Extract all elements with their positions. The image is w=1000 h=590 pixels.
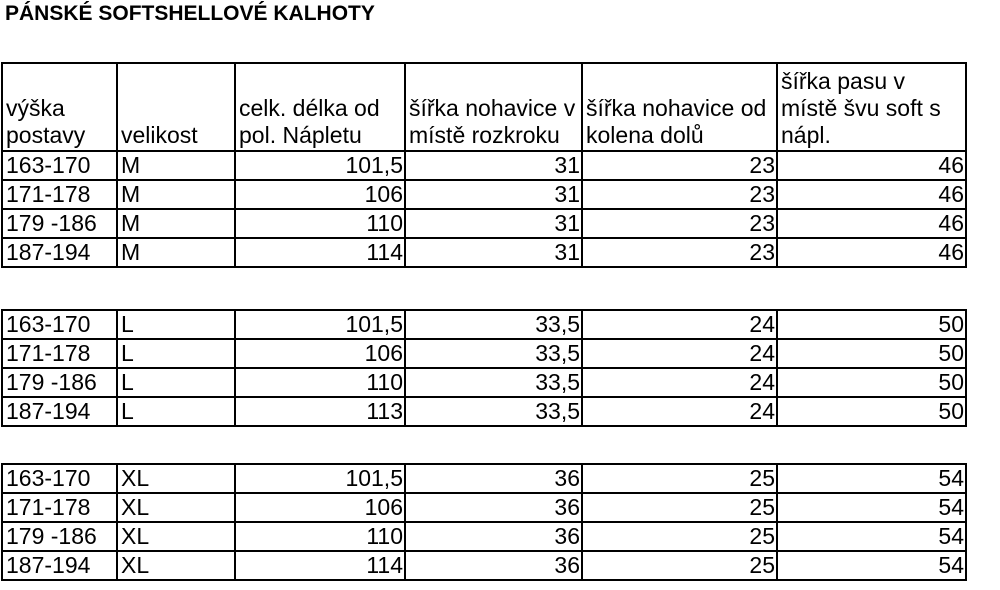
cell-leg-width-crotch: 33,5 — [405, 310, 582, 339]
cell-size: M — [117, 238, 235, 267]
cell-leg-width-crotch: 33,5 — [405, 339, 582, 368]
cell-height: 163-170 — [2, 310, 117, 339]
cell-waist-width: 50 — [777, 397, 966, 426]
cell-leg-width-knee: 24 — [582, 339, 777, 368]
cell-size: L — [117, 339, 235, 368]
cell-size: L — [117, 310, 235, 339]
header-height: výška postavy — [2, 63, 117, 151]
cell-leg-width-knee: 24 — [582, 368, 777, 397]
cell-leg-width-knee: 24 — [582, 310, 777, 339]
table-row — [2, 551, 966, 580]
table-row — [2, 368, 966, 397]
cell-height: 163-170 — [2, 151, 117, 180]
table-row — [2, 180, 966, 209]
table-row — [2, 493, 966, 522]
cell-leg-width-knee: 23 — [582, 238, 777, 267]
cell-leg-width-knee: 25 — [582, 493, 777, 522]
cell-total-length: 114 — [235, 551, 405, 580]
cell-leg-width-knee: 25 — [582, 551, 777, 580]
cell-waist-width: 50 — [777, 368, 966, 397]
cell-waist-width: 46 — [777, 151, 966, 180]
cell-size: L — [117, 368, 235, 397]
cell-leg-width-crotch: 31 — [405, 151, 582, 180]
cell-size: M — [117, 180, 235, 209]
cell-height: 187-194 — [2, 551, 117, 580]
header-size: velikost — [117, 63, 235, 151]
cell-total-length: 106 — [235, 339, 405, 368]
cell-waist-width: 50 — [777, 339, 966, 368]
cell-leg-width-knee: 23 — [582, 180, 777, 209]
cell-leg-width-crotch: 31 — [405, 238, 582, 267]
cell-leg-width-crotch: 31 — [405, 180, 582, 209]
table-row — [2, 209, 966, 238]
cell-leg-width-knee: 24 — [582, 397, 777, 426]
cell-total-length: 110 — [235, 368, 405, 397]
table-row — [2, 238, 966, 267]
cell-height: 179 -186 — [2, 522, 117, 551]
cell-total-length: 101,5 — [235, 151, 405, 180]
cell-total-length: 113 — [235, 397, 405, 426]
cell-leg-width-crotch: 36 — [405, 464, 582, 493]
size-table-xl — [1, 463, 967, 581]
cell-waist-width: 46 — [777, 180, 966, 209]
cell-size: XL — [117, 464, 235, 493]
cell-leg-width-crotch: 31 — [405, 209, 582, 238]
table-row — [2, 522, 966, 551]
header-leg-width-crotch: šířka nohavice v místě rozkroku — [405, 63, 582, 151]
cell-waist-width: 46 — [777, 238, 966, 267]
cell-size: M — [117, 209, 235, 238]
cell-waist-width: 54 — [777, 522, 966, 551]
table-row — [2, 339, 966, 368]
cell-waist-width: 54 — [777, 464, 966, 493]
table-row — [2, 397, 966, 426]
page-title: PÁNSKÉ SOFTSHELLOVÉ KALHOTY — [5, 2, 375, 25]
header-total-length: celk. délka od pol. Nápletu — [235, 63, 405, 151]
cell-leg-width-knee: 25 — [582, 522, 777, 551]
cell-leg-width-knee: 25 — [582, 464, 777, 493]
table-header-row — [2, 63, 966, 151]
size-table-m — [1, 62, 967, 268]
cell-waist-width: 54 — [777, 493, 966, 522]
cell-waist-width: 46 — [777, 209, 966, 238]
header-waist-width: šířka pasu v místě švu soft s nápl. — [777, 63, 966, 151]
table-row — [2, 310, 966, 339]
cell-size: L — [117, 397, 235, 426]
cell-total-length: 101,5 — [235, 464, 405, 493]
cell-size: XL — [117, 522, 235, 551]
cell-leg-width-knee: 23 — [582, 209, 777, 238]
cell-total-length: 101,5 — [235, 310, 405, 339]
cell-waist-width: 54 — [777, 551, 966, 580]
cell-total-length: 110 — [235, 209, 405, 238]
table-row — [2, 464, 966, 493]
cell-total-length: 106 — [235, 180, 405, 209]
cell-height: 179 -186 — [2, 209, 117, 238]
table-row — [2, 151, 966, 180]
size-table-l — [1, 309, 967, 427]
cell-height: 171-178 — [2, 493, 117, 522]
cell-leg-width-knee: 23 — [582, 151, 777, 180]
cell-leg-width-crotch: 33,5 — [405, 397, 582, 426]
cell-total-length: 114 — [235, 238, 405, 267]
cell-size: M — [117, 151, 235, 180]
cell-size: XL — [117, 493, 235, 522]
cell-leg-width-crotch: 33,5 — [405, 368, 582, 397]
cell-height: 187-194 — [2, 397, 117, 426]
header-leg-width-knee: šířka nohavice od kolena dolů — [582, 63, 777, 151]
cell-height: 171-178 — [2, 180, 117, 209]
cell-leg-width-crotch: 36 — [405, 551, 582, 580]
cell-total-length: 106 — [235, 493, 405, 522]
cell-height: 187-194 — [2, 238, 117, 267]
cell-waist-width: 50 — [777, 310, 966, 339]
cell-leg-width-crotch: 36 — [405, 493, 582, 522]
cell-height: 163-170 — [2, 464, 117, 493]
cell-leg-width-crotch: 36 — [405, 522, 582, 551]
cell-total-length: 110 — [235, 522, 405, 551]
cell-height: 179 -186 — [2, 368, 117, 397]
cell-size: XL — [117, 551, 235, 580]
cell-height: 171-178 — [2, 339, 117, 368]
